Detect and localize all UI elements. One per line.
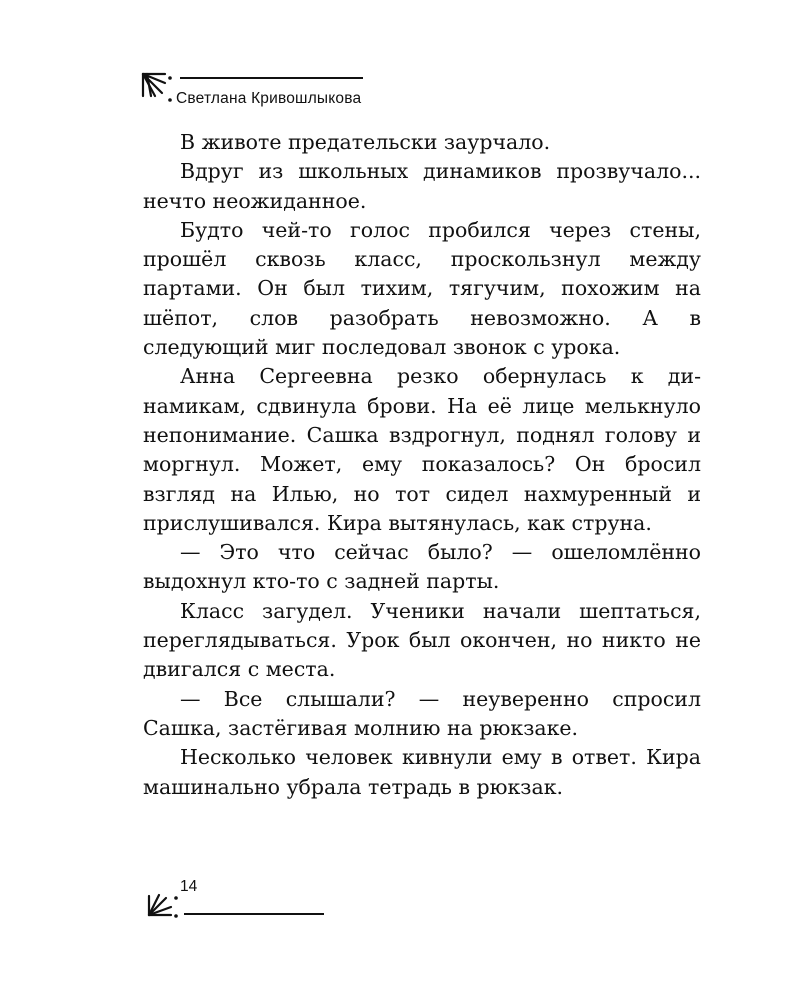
paragraph: Несколько человек кивнули ему в ответ. Кира машинально убрала тетрадь в рюкзак. bbox=[143, 745, 701, 799]
header-rule bbox=[180, 77, 363, 79]
paragraph: — Это что сейчас было? — ошеломлённо выдохнул кто-то с задней парты. bbox=[143, 540, 701, 594]
corner-rays-ornament-icon bbox=[140, 70, 176, 106]
paragraph: Класс загудел. Ученики начали шептаться, переглядываться. Урок был окончен, но никто не двигался с места. bbox=[143, 598, 701, 682]
running-header bbox=[140, 66, 400, 116]
running-footer bbox=[146, 878, 406, 928]
author-name: Светлана Кривошлыкова bbox=[176, 90, 362, 107]
paragraph: Вдруг из школьных динамиков прозвучало... нечто неожиданное. bbox=[143, 159, 701, 213]
paragraph: — Все слышали? — неуверенно спросил Сашка, застёгивая молнию на рюкзаке. bbox=[143, 686, 701, 740]
paragraph: В животе предательски заурчало. bbox=[180, 130, 551, 154]
paragraph: Будто чей-то голос пробился через стены, прошёл сквозь класс, проскользнул между партами. Он был тихим, тягучим, похожим на шёпот, слов разобрать невозможно. А в следующий миг последовал звонок с урока. bbox=[143, 217, 701, 360]
footer-rule bbox=[184, 913, 324, 915]
page-number: 14 bbox=[180, 878, 198, 895]
page-text bbox=[143, 128, 701, 802]
paragraph: Анна Сергеевна резко обернулась к динамикам, сдвинула брови. На её лице мелькнуло непонимание. Сашка вздрогнул, поднял голову и моргнул. Может, ему показалось? Он бросил взгляд на Илью, но тот сидел нахмуренный и прислушивался. Кира вытянулась, как струна. bbox=[143, 364, 701, 535]
corner-rays-ornament-icon bbox=[146, 892, 182, 922]
